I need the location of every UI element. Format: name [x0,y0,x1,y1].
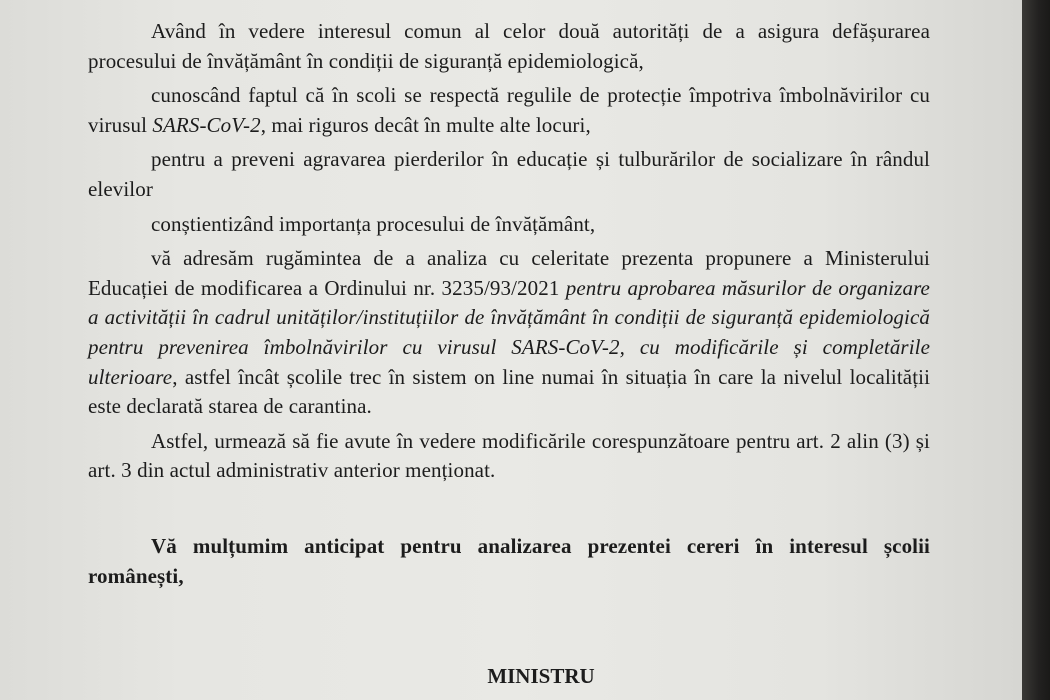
paragraph-request-part-1: vă adresăm rugămintea de a analiza cu celeritate prezenta propunere a Ministerului Educației de modificarea a Ordinului nr. 3235/93/2021 [88,246,930,300]
paragraph-awareness: conștientizând importanța procesului de învățământ, [151,211,596,236]
paragraph-interest: Având în vedere interesul comun al celor două autorități de a asigura defășurarea procesului de învățământ în condiții de siguranță epidemiologică, [88,19,930,73]
background-edge [1022,0,1050,700]
paragraph-knowing [88,81,930,140]
paragraph-request [88,244,930,422]
virus-name-italic: SARS-CoV-2 [152,112,261,137]
paragraph-articles: Astfel, urmează să fie avute în vedere modificările corespunzătoare pentru art. 2 alin (3) și art. 3 din actul administrativ anterior menționat. [88,428,930,483]
paragraph-knowing-part-3: , mai riguros decât în multe alte locuri, [260,112,591,137]
closing-thanks: Vă mulțumim anticipat pentru analizarea prezentei cereri în interesul școlii românești, [88,533,930,588]
document-body [88,17,930,591]
paragraph-request-part-3: , astfel încât școlile trec în sistem on line numai în situația în care la nivelul localității este declarată starea de carantina. [88,364,930,419]
signature-title: MINISTRU [487,664,595,688]
order-title-italic: pentru aprobarea măsurilor de organizare a activității în cadrul unităților/instituțiilor de învățământ în condiții de siguranță epidemiologică pentru prevenirea îmbolnăvirilor cu virusul SARS-CoV-2, cu modificările și completările ulterioare [88,275,930,389]
paragraph-knowing-part-1: cunoscând faptul că în scoli se respectă regulile de protecție împotriva îmbolnăvirilor cu virusul [88,83,930,137]
paragraph-prevent: pentru a preveni agravarea pierderilor în educație și tulburărilor de socializare în rândul elevilor [88,147,930,201]
